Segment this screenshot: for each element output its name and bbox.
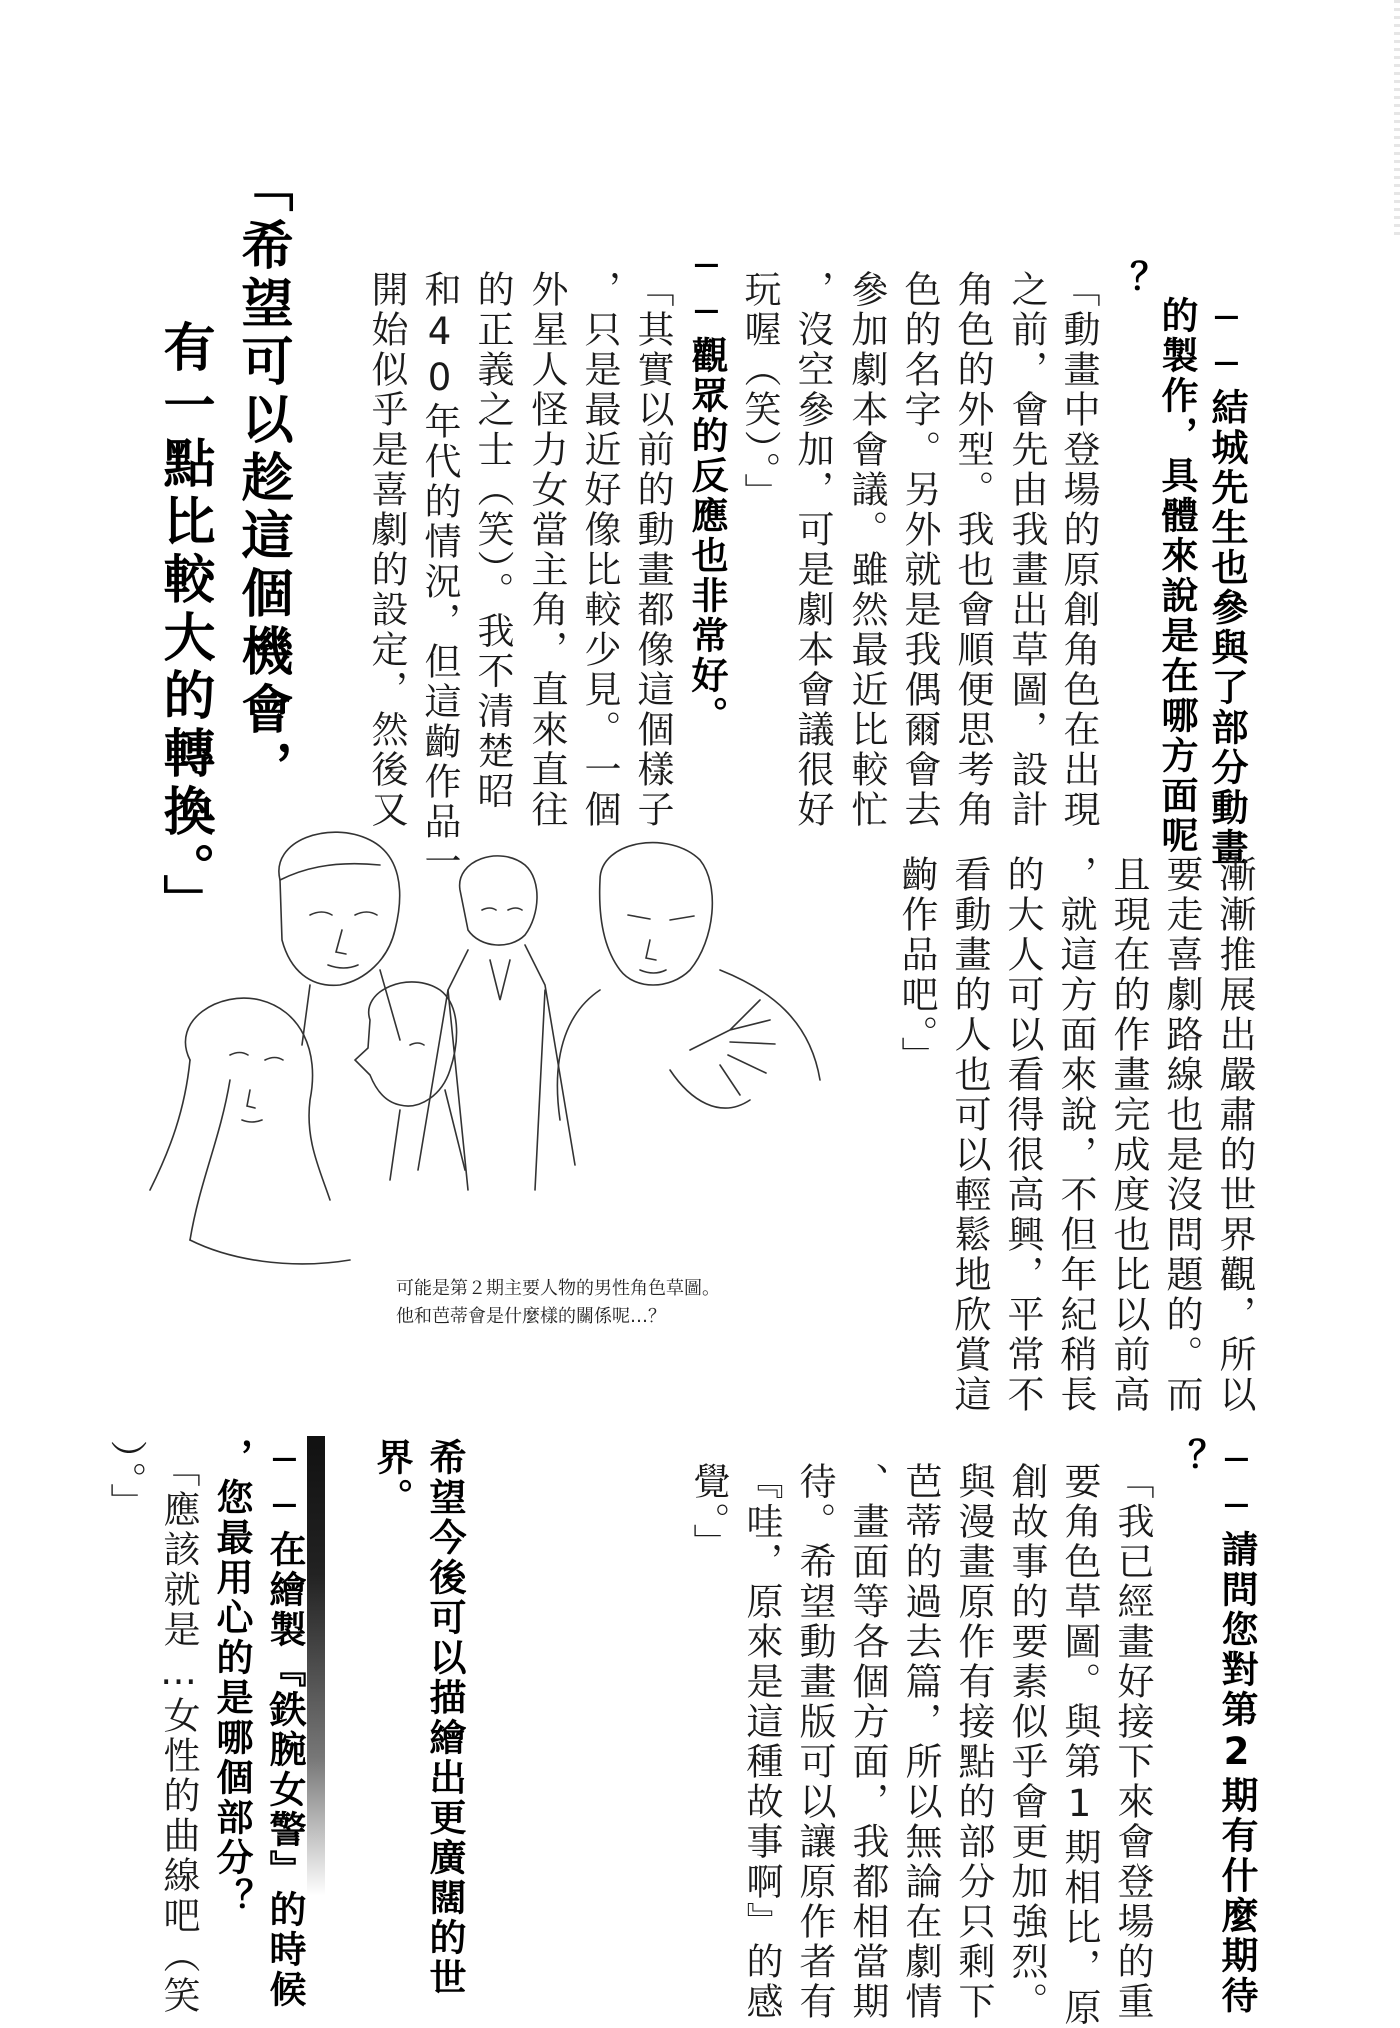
question-4-line-1: ──在繪製『鉄腕女警』的時候 bbox=[263, 1438, 306, 2010]
question-3-line-2: ？ bbox=[1163, 1438, 1206, 1478]
continuation-line-5: 的大人可以看得很高興，平常不 bbox=[1001, 855, 1044, 1415]
answer-3-line-5: 芭蒂的過去篇，所以無論在劇情 bbox=[899, 1462, 942, 2022]
question-3-line-1: ──請問您對第2期有什麼期待 bbox=[1215, 1438, 1258, 2016]
answer-1-line-1: 「動畫中登場的原創角色在出現 bbox=[1057, 270, 1100, 830]
answer-3-line-2: 要角色草圖。與第1期相比，原 bbox=[1058, 1462, 1101, 2028]
answer-3-line-3: 創故事的要素似乎會更加強烈。 bbox=[1005, 1462, 1048, 2022]
answer-2-line-4: 的正義之士（笑）。我不清楚昭 bbox=[471, 270, 514, 812]
caption-line-1: 可能是第２期主要人物的男性角色草圖。 bbox=[396, 1278, 720, 1299]
continuation-line-3: 且現在的作畫完成度也比以前高 bbox=[1107, 855, 1150, 1415]
answer-3-line-7: 待。希望動畫版可以讓原作者有 bbox=[793, 1462, 836, 2022]
continuation-line-1: 漸漸推展出嚴肅的世界觀，所以 bbox=[1213, 855, 1256, 1415]
question-4-line-2: ，您最用心的是哪個部分？ bbox=[210, 1438, 253, 1918]
answer-3-line-6: 、畫面等各個方面，我都相當期 bbox=[846, 1462, 889, 2022]
answer-1-line-5: 參加劇本會議。雖然最近比較忙 bbox=[845, 270, 888, 830]
caption-line-2: 他和芭蒂會是什麼樣的關係呢…？ bbox=[396, 1306, 666, 1327]
question-2: ──觀眾的反應也非常好。 bbox=[685, 244, 728, 736]
answer-3-line-4: 與漫畫原作有接點的部分只剩下 bbox=[952, 1462, 995, 2022]
answer-1-line-2: 之前，會先由我畫出草圖，設計 bbox=[1005, 270, 1048, 830]
answer-1-line-7: 玩喔（笑）。」 bbox=[738, 270, 781, 513]
statement-line-2: 界。 bbox=[370, 1438, 413, 1518]
answer-2-line-2: ，只是最近好像比較少見。一個 bbox=[578, 270, 621, 830]
pull-quote-line-1: 「希望可以趁這個機會， bbox=[232, 160, 293, 798]
figure-caption bbox=[396, 1275, 720, 1331]
question-1-line-2: 的製作，具體來說是在哪方面呢 bbox=[1155, 296, 1198, 856]
answer-2-line-1: 「其實以前的動畫都像這個樣子 bbox=[631, 270, 674, 830]
answer-2-line-6: 開始似乎是喜劇的設定，然後又 bbox=[365, 270, 408, 830]
answer-4-line-2: ）。」 bbox=[104, 1440, 147, 1523]
answer-3-line-8: 『哇，原來是這種故事啊』的感 bbox=[740, 1462, 783, 2022]
answer-2-line-5: 和40年代的情況，但這齣作品一 bbox=[418, 270, 461, 882]
scan-edge-marks bbox=[1394, 0, 1400, 240]
answer-3-line-1: 「我已經畫好接下來會登場的重 bbox=[1111, 1462, 1154, 2022]
character-sketches-illustration bbox=[130, 820, 850, 1300]
answer-3-line-9: 覺。」 bbox=[687, 1462, 730, 1564]
continuation-line-6: 看動畫的人也可以輕鬆地欣賞這 bbox=[948, 855, 991, 1415]
statement-line-1: 希望今後可以描繪出更廣闊的世 bbox=[423, 1438, 466, 1998]
answer-1-line-3: 角色的外型。我也會順便思考角 bbox=[951, 270, 994, 830]
answer-2-line-3: 外星人怪力女當主角，直來直往 bbox=[525, 270, 568, 830]
answer-1-line-4: 色的名字。另外就是我偶爾會去 bbox=[898, 270, 941, 830]
answer-4-line-1: 「應該就是…女性的曲線吧（笑 bbox=[157, 1450, 200, 2016]
answer-1-line-6: ，沒空參加，可是劇本會議很好 bbox=[791, 270, 834, 830]
continuation-line-4: ，就這方面來說，不但年紀稍長 bbox=[1054, 855, 1097, 1415]
question-1-line-1: ──結城先生也參與了部分動畫 bbox=[1205, 296, 1248, 868]
continuation-line-2: 要走喜劇路線也是沒問題的。而 bbox=[1160, 855, 1203, 1415]
pull-quote-line-2: 有一點比較大的轉換。」 bbox=[154, 320, 215, 932]
continuation-line-7: 齣作品吧。」 bbox=[895, 855, 938, 1077]
question-1-line-3: ？ bbox=[1105, 260, 1148, 300]
